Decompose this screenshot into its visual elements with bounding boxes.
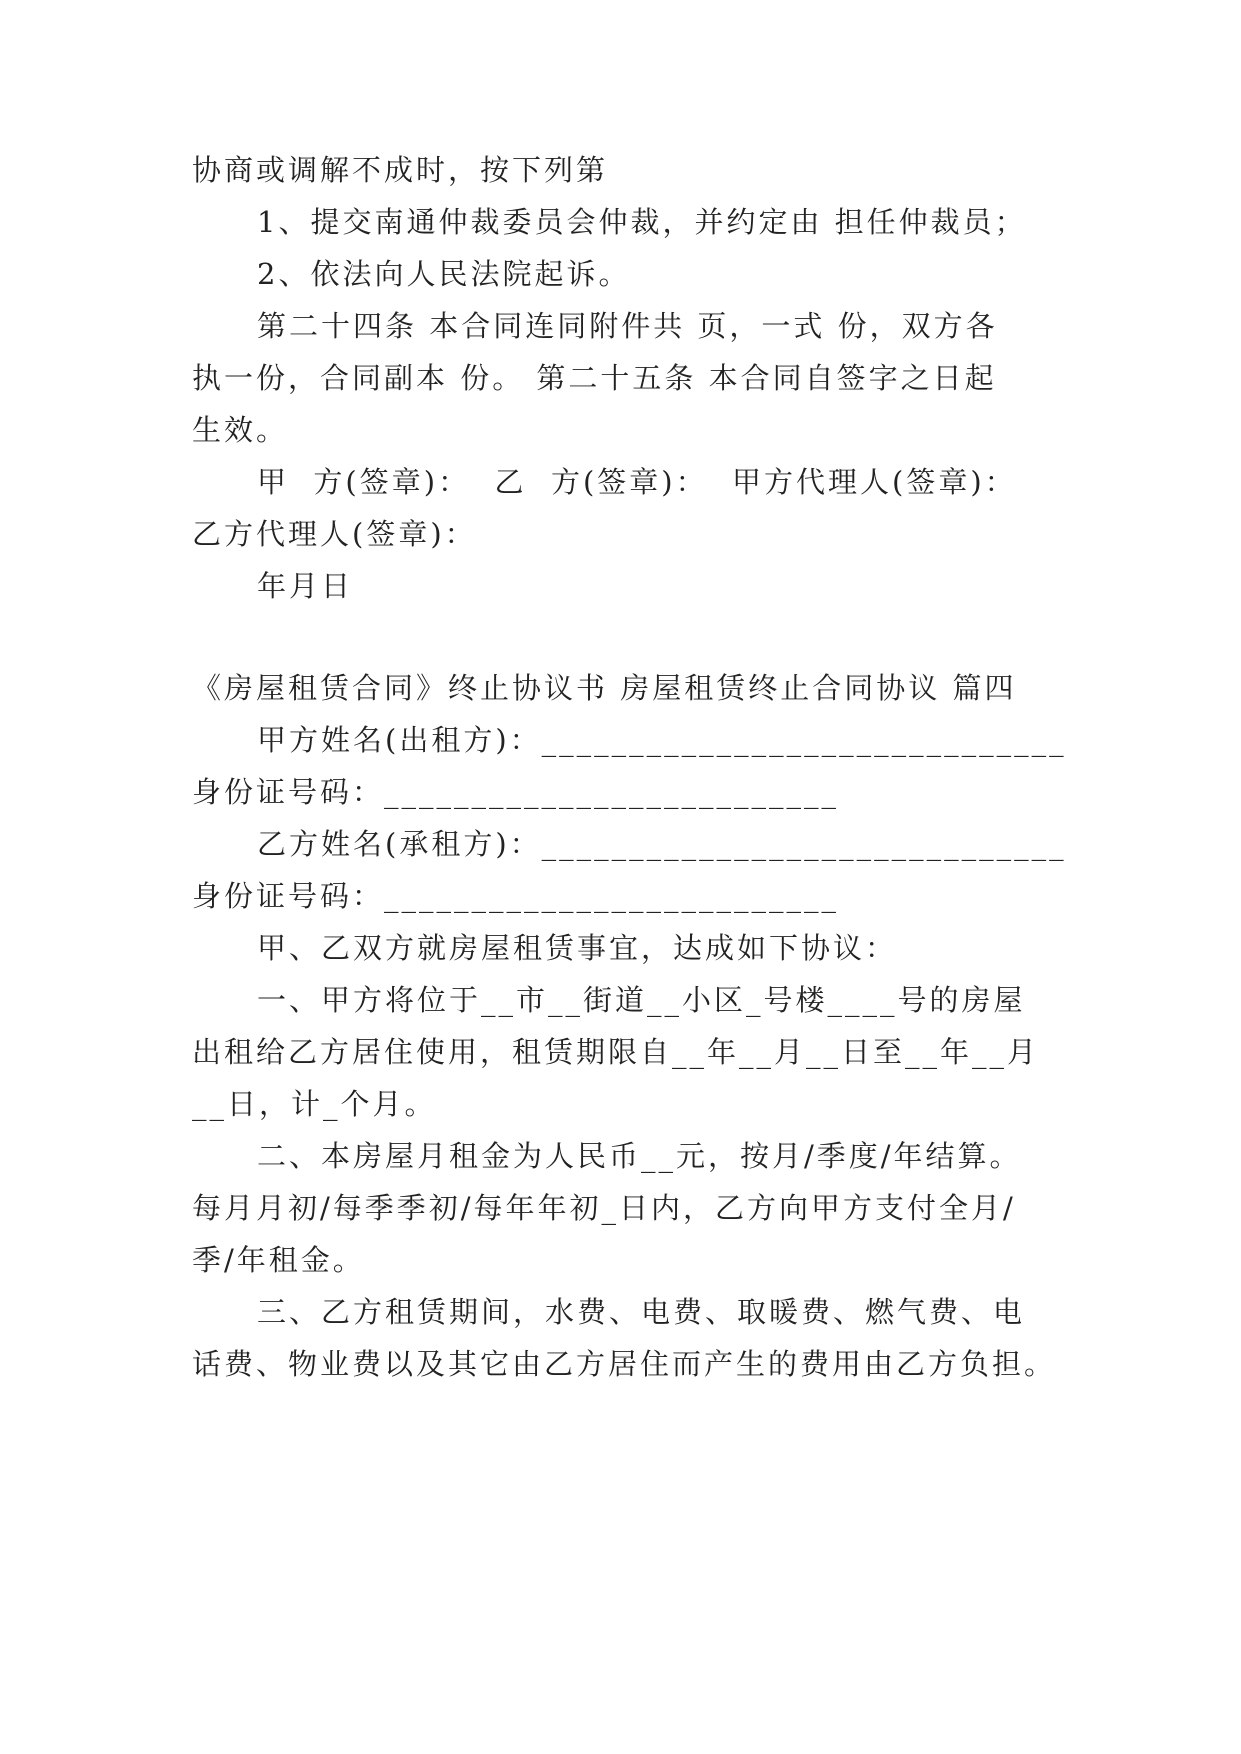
- text-line: 每月月初/每季季初/每年年初_日内，乙方向甲方支付全月/: [192, 1191, 1016, 1225]
- text-line: 2、依法向人民法院起诉。: [257, 257, 631, 291]
- text-line: 甲、乙双方就房屋租赁事宜，达成如下协议：: [257, 931, 898, 965]
- text-line: 乙方姓名(承租方)：______________________________: [257, 827, 1067, 861]
- text-line: 季/年租金。: [192, 1243, 365, 1277]
- text-line: 1、提交南通仲裁委员会仲裁，并约定由 担任仲裁员；: [257, 205, 1027, 239]
- text-line: 三、乙方租赁期间，水费、电费、取暖费、燃气费、电: [257, 1295, 1026, 1329]
- text-line: 执一份，合同副本 份。 第二十五条 本合同自签字之日起: [192, 361, 997, 395]
- text-line: 第二十四条 本合同连同附件共 页，一式 份，双方各: [257, 309, 998, 343]
- text-line: 甲方姓名(出租方)：______________________________: [257, 723, 1067, 757]
- text-line: 甲 方(签章)： 乙 方(签章)： 甲方代理人(签章)：: [257, 465, 1017, 499]
- text-line: 一、甲方将位于__市__街道__小区_号楼____号的房屋: [257, 983, 1026, 1017]
- section-heading: 《房屋租赁合同》终止协议书 房屋租赁终止合同协议 篇四: [192, 671, 1017, 705]
- text-line: 二、本房屋月租金为人民币__元，按月/季度/年结算。: [257, 1139, 1022, 1173]
- text-line: 话费、物业费以及其它由乙方居住而产生的费用由乙方负担。: [192, 1347, 1057, 1381]
- text-line: 协商或调解不成时，按下列第: [192, 153, 609, 187]
- text-line: __日，计_个月。: [192, 1087, 437, 1121]
- text-line: 身份证号码：__________________________: [192, 775, 840, 809]
- text-line: 生效。: [192, 413, 289, 447]
- text-line: 出租给乙方居住使用，租赁期限自__年__月__日至__年__月: [192, 1035, 1040, 1069]
- text-line: 乙方代理人(签章)：: [192, 517, 477, 551]
- text-line: 身份证号码：__________________________: [192, 879, 840, 913]
- text-line: 年月日: [257, 569, 354, 603]
